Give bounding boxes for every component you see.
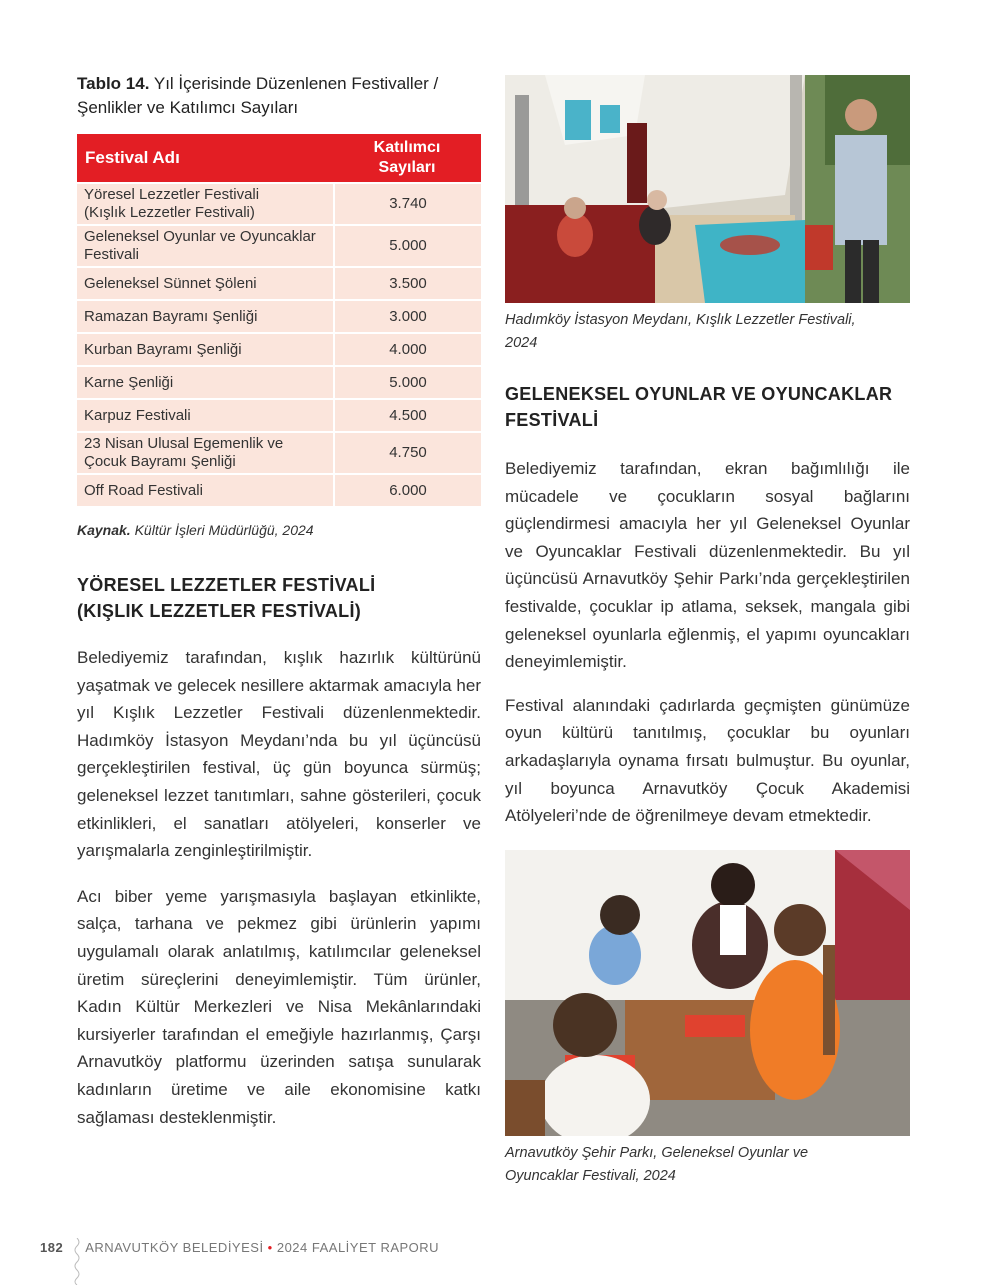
photo-caption-2: Arnavutköy Şehir Parkı, Geleneksel Oyunlar ve Oyuncaklar Festivali, 2024 bbox=[505, 1144, 809, 1184]
participant-count: 5.000 bbox=[333, 226, 481, 266]
participant-count: 4.750 bbox=[333, 433, 481, 473]
table-caption-number: Tablo 14. bbox=[77, 74, 150, 93]
footer-separator: • bbox=[263, 1240, 277, 1255]
table-row bbox=[77, 184, 481, 224]
participant-count: 3.500 bbox=[333, 268, 481, 299]
footer-report-title: 2024 FAALİYET RAPORU bbox=[276, 1240, 440, 1255]
table-row bbox=[77, 433, 481, 473]
tent-scene-illustration bbox=[505, 75, 910, 303]
festival-table bbox=[77, 132, 481, 508]
games-scene-illustration bbox=[505, 850, 910, 1136]
festival-name: 23 Nisan Ulusal Egemenlik ve Çocuk Bayramı Şenliği bbox=[77, 433, 333, 473]
festival-photo-games bbox=[505, 850, 910, 1136]
paragraph: Belediyemiz tarafından, kışlık hazırlık kültürünü yaşatmak ve gelecek nesillere aktarmak amacıyla her yıl Kışlık Lezzetler Festivali düzenlenmektedir. Hadımköy İstasyon Meydanı’nda bu yıl üçüncüsü gerçekleştirilen festival, üç gün boyunca sürmüş; geleneksel lezzet tanıtımları, sahne gösterileri, çocuk etkinlikleri, el sanatları atölyeleri, konserler ve yarışmalarla zenginleştirilmiştir. bbox=[77, 648, 481, 861]
page-footer bbox=[40, 1240, 439, 1255]
table-row bbox=[77, 475, 481, 506]
festival-photo-tent bbox=[505, 75, 910, 303]
header-participant-count: Katılımcı Sayıları bbox=[333, 134, 481, 182]
participant-count: 5.000 bbox=[333, 367, 481, 398]
photo-caption-1: Hadımköy İstasyon Meydanı, Kışlık Lezzetler Festivali, 2024 bbox=[505, 312, 856, 351]
festival-name: Off Road Festivali bbox=[77, 475, 333, 506]
festival-name: Karne Şenliği bbox=[77, 367, 333, 398]
festival-name: Karpuz Festivali bbox=[77, 400, 333, 431]
right-column bbox=[505, 75, 910, 1188]
left-column bbox=[77, 72, 481, 1131]
festival-name: Ramazan Bayramı Şenliği bbox=[77, 301, 333, 332]
participant-count: 4.500 bbox=[333, 400, 481, 431]
header-festival-name: Festival Adı bbox=[77, 134, 333, 182]
table-row bbox=[77, 268, 481, 299]
page-number: 182 bbox=[40, 1240, 64, 1255]
festival-name: Yöresel Lezzetler Festivali (Kışlık Lezzetler Festivali) bbox=[77, 184, 333, 224]
festival-name: Geleneksel Oyunlar ve Oyuncaklar Festivali bbox=[77, 226, 333, 266]
table-row bbox=[77, 226, 481, 266]
table-caption bbox=[77, 72, 481, 120]
festival-name: Kurban Bayramı Şenliği bbox=[77, 334, 333, 365]
table-row bbox=[77, 367, 481, 398]
paragraph: Festival alanındaki çadırlarda geçmişten günümüze oyun kültürü tanıtılmış, çocuklar bu oyunları arkadaşlarıyla oynama fırsatı bulmuştur. Bu oyunlar, yıl boyunca Arnavutköy Çocuk Akademisi Atölyeleri’nde de öğrenilmeye devam etmektedir. bbox=[505, 695, 910, 826]
section-heading-geleneksel: GELENEKSEL OYUNLAR VE OYUNCAKLAR FESTİVALİ bbox=[505, 384, 893, 430]
section-heading-yoresel: YÖRESEL LEZZETLER FESTİVALİ (KIŞLIK LEZZETLER FESTİVALİ) bbox=[77, 575, 376, 621]
paragraph: Belediyemiz tarafından, ekran bağımlılığı ile mücadele ve çocukların sosyal bağlarını güçlendirmesi amacıyla her yıl Geleneksel Oyunlar ve Oyuncaklar Festivali düzenlenmektedir. Bu yıl üçüncüsü Arnavutköy Şehir Parkı’nda gerçekleştirilen festivalde, çocuklar ip atlama, seksek, mangala gibi geleneksel oyunlarla eğlenmiş, el yapımı oyuncakları deneyimlemiştir. bbox=[505, 459, 910, 672]
table-source: Kaynak. Kültür İşleri Müdürlüğü, 2024 bbox=[77, 522, 314, 538]
footer-org: ARNAVUTKÖY BELEDİYESİ bbox=[85, 1240, 264, 1255]
table-header-row bbox=[77, 134, 481, 182]
table-row bbox=[77, 334, 481, 365]
paragraph: Acı biber yeme yarışmasıyla başlayan etkinlikte, salça, tarhana ve pekmez gibi ürünlerin yapımı uygulamalı olarak anlatılmış, katılımcılar geleneksel üretim süreçlerini deneyimlemiştir. Tüm ürünler, Kadın Kültür Merkezleri ve Nisa Mekânlarındaki kursiyerler tarafından el emeğiyle hazırlanmış, Çarşı Arnavutköy platformu üzerinden satışa sunularak kadınların üretime ve aile ekonomisine katkı sağlaması desteklenmiştir. bbox=[77, 886, 481, 1127]
table-row bbox=[77, 301, 481, 332]
participant-count: 4.000 bbox=[333, 334, 481, 365]
table-caption-text: Yıl İçerisinde Düzenlenen Festivaller / Şenlikler ve Katılımcı Sayıları bbox=[77, 74, 439, 117]
table-row bbox=[77, 400, 481, 431]
participant-count: 3.740 bbox=[333, 184, 481, 224]
participant-count: 6.000 bbox=[333, 475, 481, 506]
festival-name: Geleneksel Sünnet Şöleni bbox=[77, 268, 333, 299]
participant-count: 3.000 bbox=[333, 301, 481, 332]
